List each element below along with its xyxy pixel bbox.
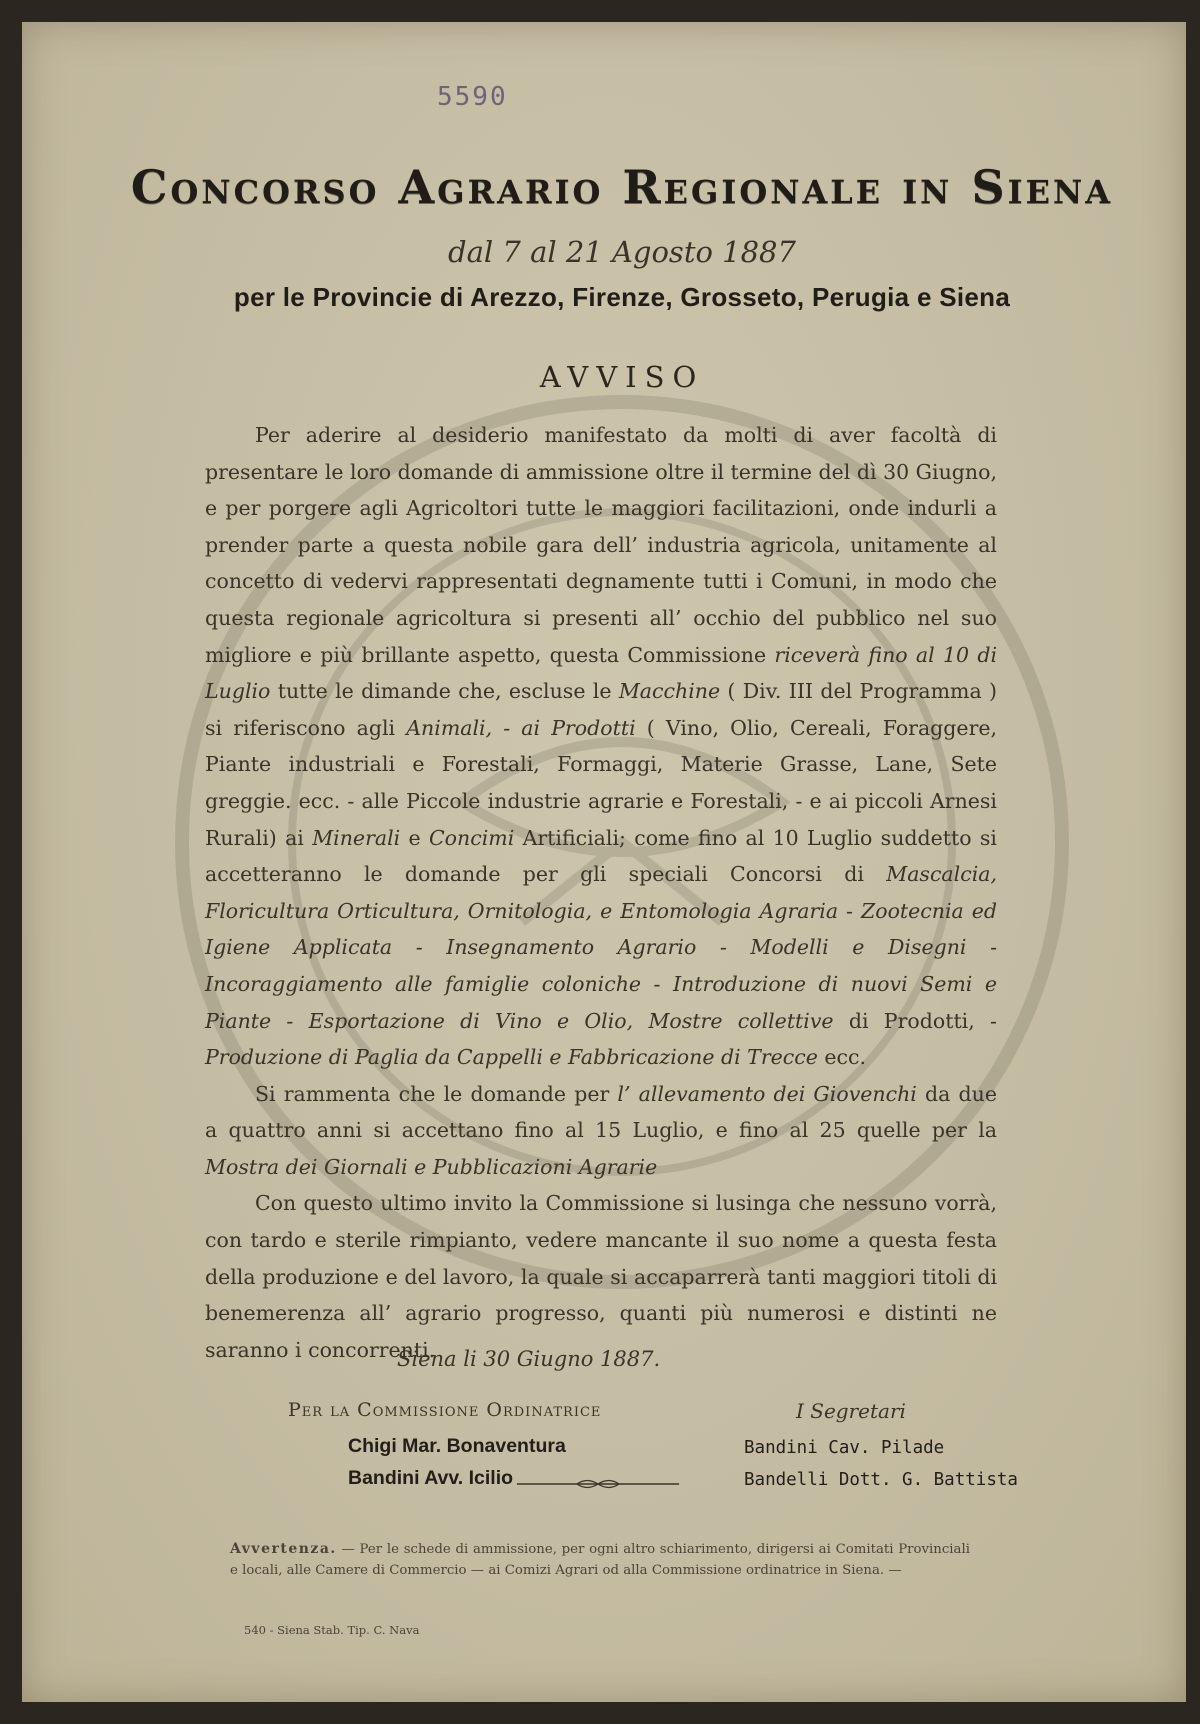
advisory-note (230, 1539, 970, 1581)
commission-signatory: Bandini Avv. Icilio (348, 1467, 514, 1489)
event-dates: dal 7 al 21 Agosto 1887 (448, 235, 796, 269)
text-run: Si rammenta che le domande per (255, 1081, 618, 1106)
text-run: ecc. (817, 1045, 866, 1070)
notice-heading: AVVISO (539, 360, 705, 394)
notice-paragraph (205, 417, 997, 1076)
text-run: tutte le dimande che, escluse le (270, 679, 619, 704)
text-run: di Prodotti, (833, 1008, 991, 1033)
secretary-signatory: Bandelli Dott. G. Battista (744, 1470, 1018, 1490)
commission-heading: Per la Commissione Ordinatrice (288, 1399, 602, 1421)
advisory-lead: Avvertenza. (230, 1541, 337, 1557)
notice-body (205, 417, 997, 1368)
italic-run: Mostra dei Giornali e Pubblicazioni Agrarie (205, 1154, 658, 1179)
text-run: e (400, 825, 429, 850)
advisory-text: — Per le schede di ammissione, per ogni altro schiarimento, dirigersi ai Comitati Provinciali e locali, alle Camere di Commercio — ai Comizi Agrari od alla Commissione ordinatrice in Siena. — (230, 1542, 970, 1578)
italic-run: l’ allevamento dei Giovenchi (617, 1081, 917, 1106)
italic-run: Concimi (428, 825, 515, 850)
commission-signatory: Chigi Mar. Bonaventura (348, 1435, 566, 1457)
poster-title: Concorso Agrario Regionale in Siena (130, 160, 1114, 214)
text-run: ( Div. III del Programma ) si riferiscono agli (205, 679, 997, 740)
italic-run: Minerali (312, 825, 401, 850)
text-run: Artificiali; come fino al 10 Luglio suddetto si accetteranno le domande per gli speciali Concorsi di (205, 825, 997, 887)
italic-run: Macchine (618, 679, 721, 704)
text-run: Con questo ultimo invito la Commissione si lusinga che nessuno vorrà, con tardo e sterile rimpianto, vedere mancante il suo nome a questa festa della produzione e del lavoro, la quale si accaparrerà tanti maggiori titoli di benemerenza all’ agrario progresso, quanti più numerosi e distinti ne saranno i concorrenti. (205, 1191, 997, 1362)
provinces-line: per le Provincie di Arezzo, Firenze, Grosseto, Perugia e Siena (233, 282, 1011, 312)
italic-run: - Produzione di Paglia da Cappelli e Fabbricazione di Trecce (205, 1008, 997, 1070)
italic-run: Animali, - ai Prodotti (406, 715, 636, 740)
text-run: ( Vino, Olio, Cereali, Foraggere, Piante industriali e Forestali, Formaggi, Materie Grasse, Lane, Sete greggie. ecc. - alle Piccole industrie agrarie e Forestali, - e ai piccoli Arnesi Rurali) ai (205, 715, 998, 850)
ornamental-rule (517, 1477, 679, 1491)
notice-paragraph (205, 1185, 997, 1368)
italic-run: riceverà fino al 10 di Luglio (205, 642, 998, 704)
secretaries-heading: I Segretari (796, 1399, 906, 1423)
shelfmark-annotation: 5590 (437, 82, 508, 112)
text-run: da due a quattro anni si accettano fino al 15 Luglio, e fino al 25 quelle per la (205, 1081, 997, 1143)
notice-paragraph (205, 1076, 997, 1186)
secretary-signatory: Bandini Cav. Pilade (744, 1438, 945, 1458)
text-run: Per aderire al desiderio manifestato da molti di aver facoltà di presentare le loro domande di ammissione oltre il termine del dì 30 Giugno, e per porgere agli Agricoltori tutte le maggiori facilitazioni, onde indurli a prender parte a questa nobile gara dell’ industria agricola, unitamente al concetto di vedervi rappresentati degnamente tutti i Comuni, in modo che questa regionale agricoltura si presenti all’ occhio del pubblico nel suo migliore e più brillante aspetto, questa Commissione (205, 423, 997, 667)
poster-sheet (22, 22, 1186, 1702)
italic-run: Mascalcia, Floricultura Orticultura, Ornitologia, e Entomologia Agraria - Zootecnia ed Igiene Applicata - Insegnamento Agrario - Modelli e Disegni - Incoraggiamento alle famiglie coloniche - Introduzione di nuovi Semi e Piante - Esportazione di Vino e Olio, Mostre collettive (205, 862, 997, 1033)
dateline: Siena li 30 Giugno 1887. (397, 1347, 661, 1371)
printer-imprint: 540 - Siena Stab. Tip. C. Nava (244, 1623, 420, 1637)
